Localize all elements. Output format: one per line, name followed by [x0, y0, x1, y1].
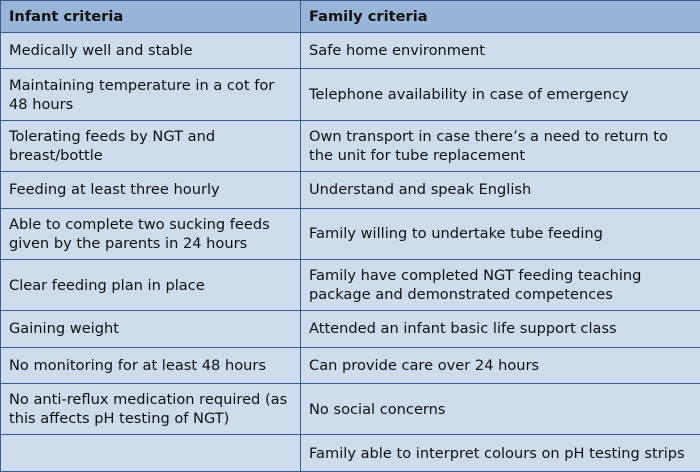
table-row	[1, 33, 700, 69]
infant-criterion: No anti-reflux medication required (as this affects pH testing of NGT)	[1, 384, 301, 435]
table-header-row	[1, 1, 700, 33]
table-row	[1, 311, 700, 347]
table-row	[1, 259, 700, 310]
infant-criterion: Feeding at least three hourly	[1, 172, 301, 208]
family-criterion: Family willing to undertake tube feeding	[301, 208, 700, 259]
family-criterion: No social concerns	[301, 384, 700, 435]
table-row	[1, 435, 700, 472]
header-infant-criteria: Infant criteria	[1, 1, 301, 33]
table-row	[1, 172, 700, 208]
infant-criterion: Tolerating feeds by NGT and breast/bottle	[1, 120, 301, 171]
infant-criterion: Medically well and stable	[1, 33, 301, 69]
table-row	[1, 208, 700, 259]
family-criterion: Understand and speak English	[301, 172, 700, 208]
table-row	[1, 384, 700, 435]
infant-criterion: Gaining weight	[1, 311, 301, 347]
family-criterion: Safe home environment	[301, 33, 700, 69]
infant-criterion: Maintaining temperature in a cot for 48 hours	[1, 69, 301, 120]
table-row	[1, 347, 700, 383]
family-criterion: Own transport in case there’s a need to return to the unit for tube replacement	[301, 120, 700, 171]
table-row	[1, 120, 700, 171]
infant-criterion: Able to complete two sucking feeds given by the parents in 24 hours	[1, 208, 301, 259]
infant-criterion: Clear feeding plan in place	[1, 259, 301, 310]
family-criterion: Attended an infant basic life support class	[301, 311, 700, 347]
family-criterion: Can provide care over 24 hours	[301, 347, 700, 383]
family-criterion: Telephone availability in case of emergency	[301, 69, 700, 120]
family-criterion: Family have completed NGT feeding teaching package and demonstrated competences	[301, 259, 700, 310]
infant-criterion	[1, 435, 301, 472]
infant-criterion: No monitoring for at least 48 hours	[1, 347, 301, 383]
table-row	[1, 69, 700, 120]
family-criterion: Family able to interpret colours on pH testing strips	[301, 435, 700, 472]
header-family-criteria: Family criteria	[301, 1, 700, 33]
